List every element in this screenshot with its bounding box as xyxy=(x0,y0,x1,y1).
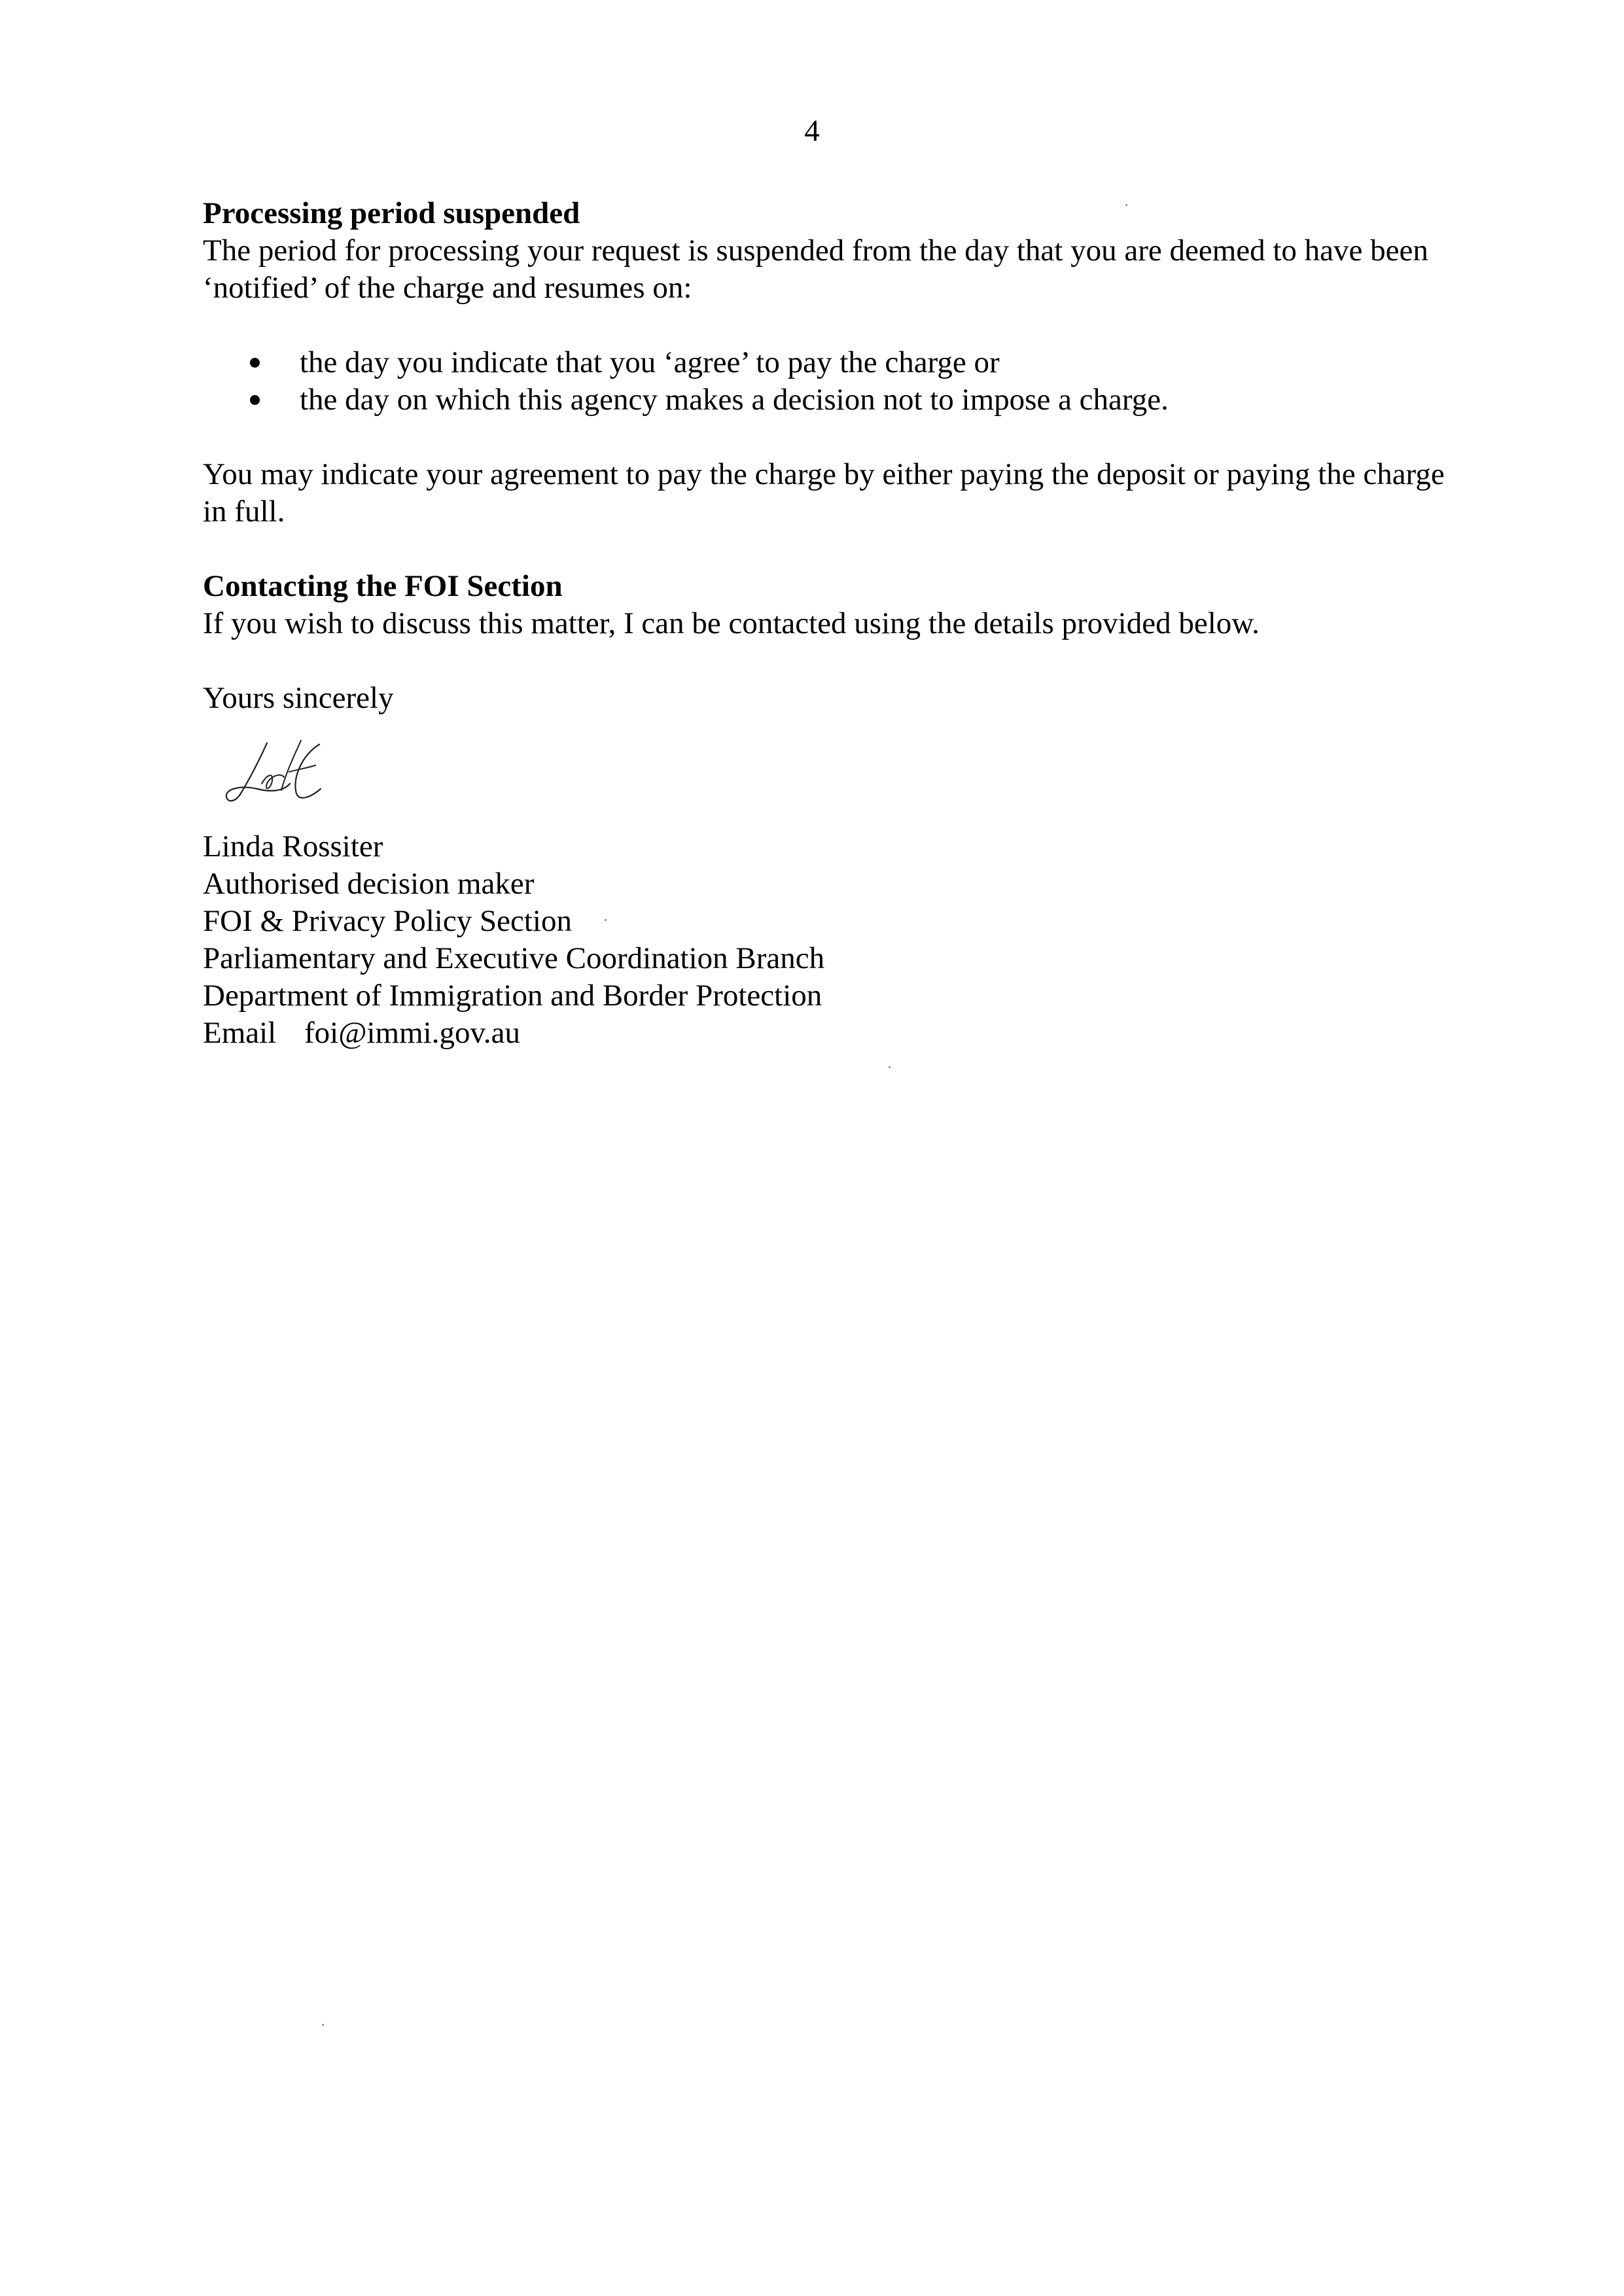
signatory-section: FOI & Privacy Policy Section xyxy=(203,904,572,938)
agreement-paragraph: You may indicate your agreement to pay the charge by either paying the deposit or paying the charge in full. xyxy=(203,457,1445,529)
scan-speck xyxy=(322,2024,324,2026)
contact-paragraph: If you wish to discuss this matter, I can be contacted using the details provided below. xyxy=(203,606,1260,640)
section-heading-contacting: Contacting the FOI Section xyxy=(203,569,563,603)
list-item xyxy=(203,344,1446,381)
closing-salutation: Yours sincerely xyxy=(203,681,394,715)
section-heading-processing-period: Processing period suspended xyxy=(203,196,580,230)
signatory-email-line xyxy=(203,1015,1446,1052)
letter-body xyxy=(203,195,1446,1052)
list-item xyxy=(203,381,1446,419)
signatory-name: Linda Rossiter xyxy=(203,829,383,863)
processing-period-paragraph: The period for processing your request is suspended from the day that you are deemed to have been ‘notified’ of the charge and resumes on: xyxy=(203,234,1428,305)
list-item-text: the day on which this agency makes a decision not to impose a charge. xyxy=(300,383,1169,417)
scan-speck xyxy=(889,1066,891,1068)
signature-block xyxy=(203,828,1446,1052)
scan-speck xyxy=(605,919,607,921)
scan-speck xyxy=(1125,204,1127,206)
bullet-icon xyxy=(250,395,260,405)
list-item-text: the day you indicate that you ‘agree’ to pay the charge or xyxy=(300,345,1000,379)
resume-conditions-list xyxy=(203,344,1446,419)
signature-image xyxy=(221,731,339,810)
signatory-title: Authorised decision maker xyxy=(203,867,535,901)
email-address: foi@immi.gov.au xyxy=(304,1016,521,1050)
page-number: 4 xyxy=(804,114,820,148)
signatory-department: Department of Immigration and Border Protection xyxy=(203,979,822,1013)
email-label: Email xyxy=(203,1016,277,1050)
bullet-icon xyxy=(250,358,260,368)
signatory-branch: Parliamentary and Executive Coordination Branch xyxy=(203,941,825,975)
